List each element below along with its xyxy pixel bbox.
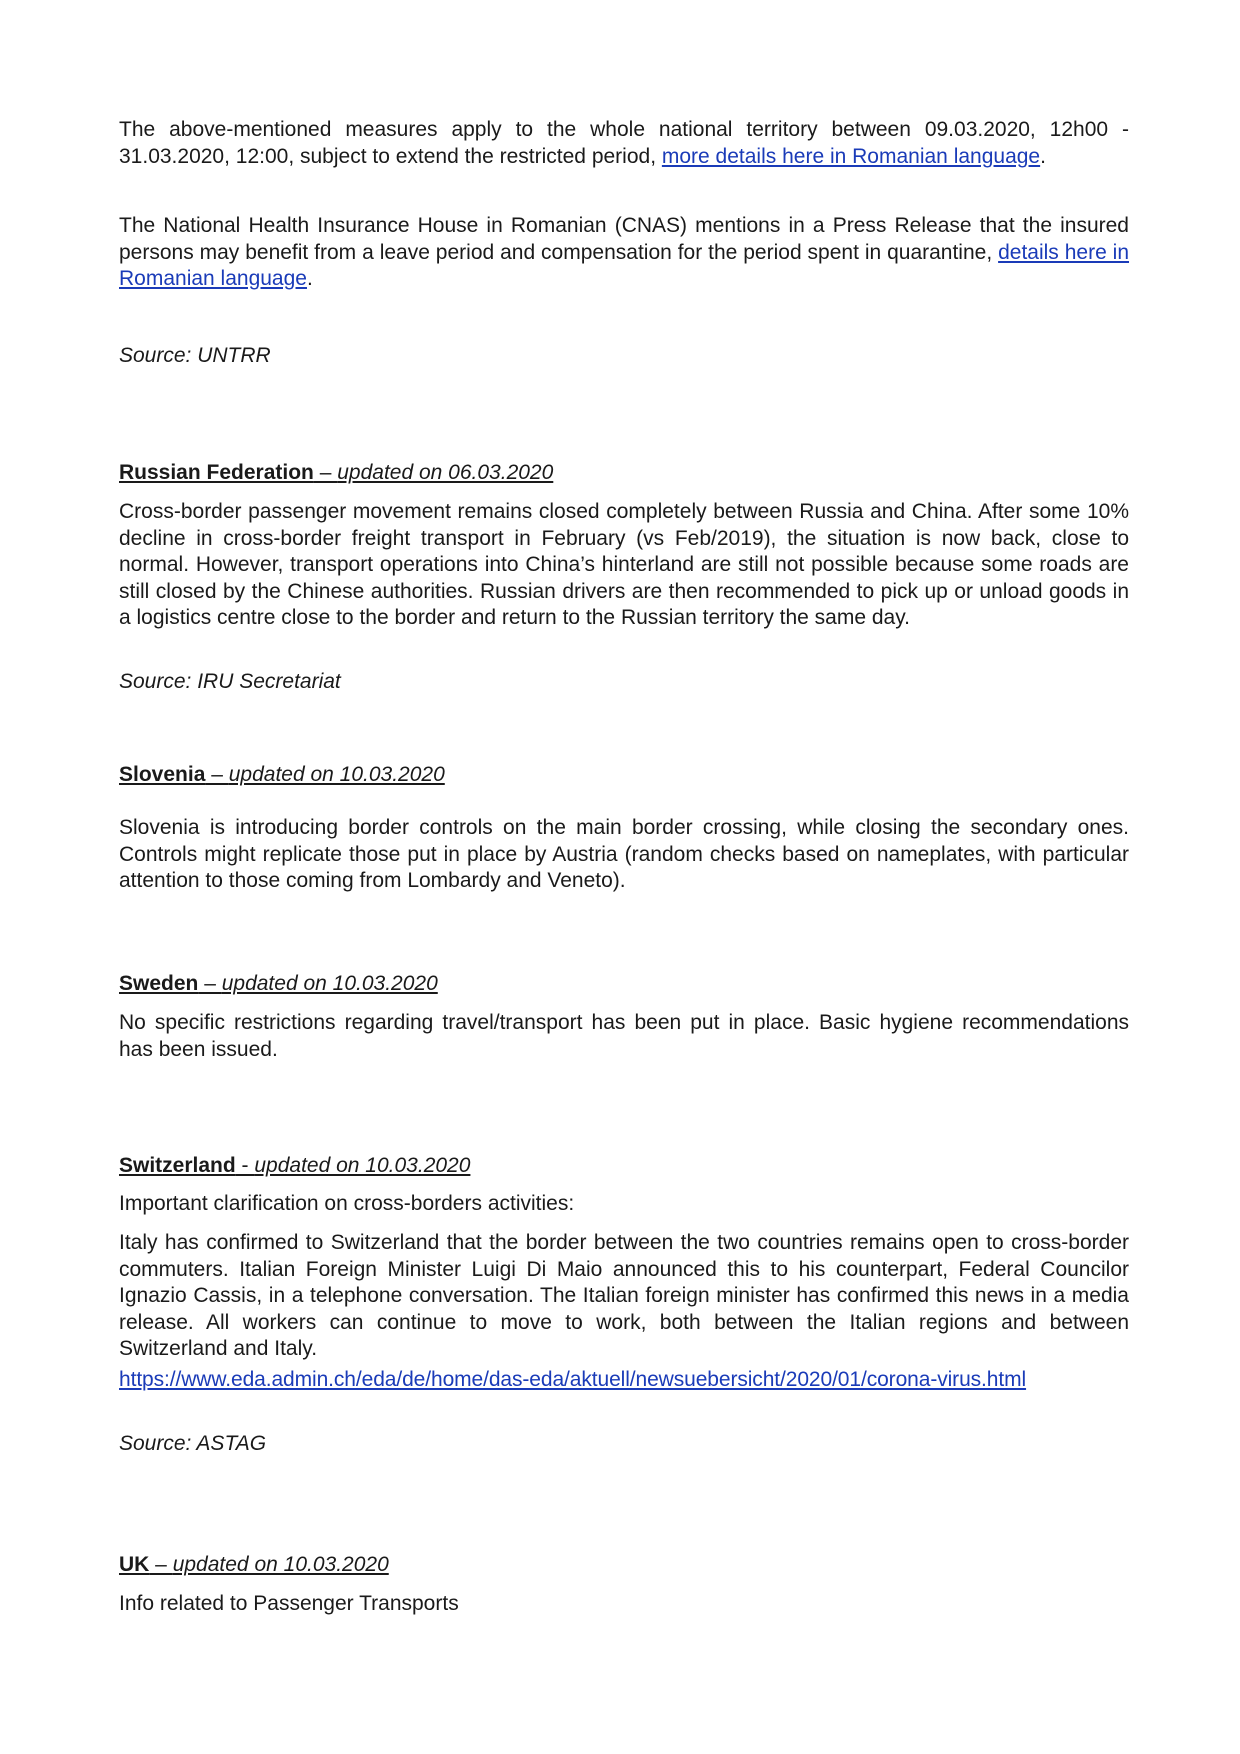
slovenia-country-name: Slovenia	[119, 763, 206, 786]
switzerland-heading: Switzerland - updated on 10.03.2020	[119, 1154, 471, 1177]
uk-country-name: UK	[119, 1553, 150, 1576]
slovenia-body: Slovenia is introducing border controls on the main border crossing, while closing the secondary ones. Controls might replicate those put in place by Austria (random checks based on nameplates, with particular attention to those coming from Lombardy and Veneto).	[119, 816, 1129, 892]
sweden-updated-date: updated on 10.03.2020	[221, 972, 438, 995]
romania-source: Source: UNTRR	[119, 344, 271, 367]
russia-heading: Russian Federation – updated on 06.03.2020	[119, 461, 554, 484]
russia-country-name: Russian Federation	[119, 461, 314, 484]
sweden-heading: Sweden – updated on 10.03.2020	[119, 972, 438, 995]
russia-body: Cross-border passenger movement remains closed completely between Russia and China. After some 10% decline in cross-border freight transport in February (vs Feb/2019), the situation is now back, close to normal. However, transport operations into China’s hinterland are still not possible because some roads are still closed by the Chinese authorities. Russian drivers are then recommended to pick up or unload goods in a logistics centre close to the border and return to the Russian territory the same day.	[119, 500, 1129, 629]
switzerland-intro: Important clarification on cross-borders activities:	[119, 1192, 575, 1215]
slovenia-updated-date: updated on 10.03.2020	[228, 763, 445, 786]
switzerland-country-name: Switzerland	[119, 1154, 236, 1177]
switzerland-body: Italy has confirmed to Switzerland that the border between the two countries remains open to cross-border commuters. Italian Foreign Minister Luigi Di Maio announced this to his counterpart, Federal Councilor Ignazio Cassis, in a telephone conversation. The Italian foreign minister has confirmed this news in a media release. All workers can continue to move to work, both between the Italian regions and between Switzerland and Italy.	[119, 1231, 1129, 1360]
uk-body: Info related to Passenger Transports	[119, 1592, 459, 1615]
romania-cnas-paragraph: The National Health Insurance House in Romanian (CNAS) mentions in a Press Release that the insured persons may benefit from a leave period and compensation for the period spent in quarantine, details here in Romanian language.	[119, 214, 1130, 290]
romania-measures-text: The above-mentioned measures apply to the whole national territory between 09.03.2020, 12h00 - 31.03.2020, 12:00, subject to extend the restricted period,	[119, 118, 1129, 168]
romania-details-link[interactable]: more details here in Romanian language	[661, 144, 1041, 168]
slovenia-heading: Slovenia – updated on 10.03.2020	[119, 763, 445, 786]
switzerland-eda-link[interactable]: https://www.eda.admin.ch/eda/de/home/das-eda/aktuell/newsuebersicht/2020/01/corona-virus.html	[119, 1368, 1027, 1391]
sweden-body: No specific restrictions regarding travel/transport has been put in place. Basic hygiene recommendations has been issued.	[119, 1011, 1129, 1061]
switzerland-source: Source: ASTAG	[119, 1432, 267, 1455]
romania-cnas-text: The National Health Insurance House in Romanian (CNAS) mentions in a Press Release that the insured persons may benefit from a leave period and compensation for the period spent in quarantine,	[119, 214, 1129, 264]
russia-updated-date: updated on 06.03.2020	[337, 461, 554, 484]
switzerland-updated-date: updated on 10.03.2020	[254, 1154, 471, 1177]
romania-measures-paragraph: The above-mentioned measures apply to the whole national territory between 09.03.2020, 12h00 - 31.03.2020, 12:00, subject to extend the restricted period, more details here in Romanian language.	[119, 118, 1129, 168]
uk-updated-date: updated on 10.03.2020	[172, 1553, 389, 1576]
switzerland-eda-link-line	[119, 1367, 1129, 1394]
sweden-country-name: Sweden	[119, 972, 199, 995]
romania-cnas-details-link[interactable]: details here in Romanian language	[119, 240, 1130, 290]
russia-source: Source: IRU Secretariat	[119, 670, 341, 693]
uk-heading: UK – updated on 10.03.2020	[119, 1553, 389, 1576]
